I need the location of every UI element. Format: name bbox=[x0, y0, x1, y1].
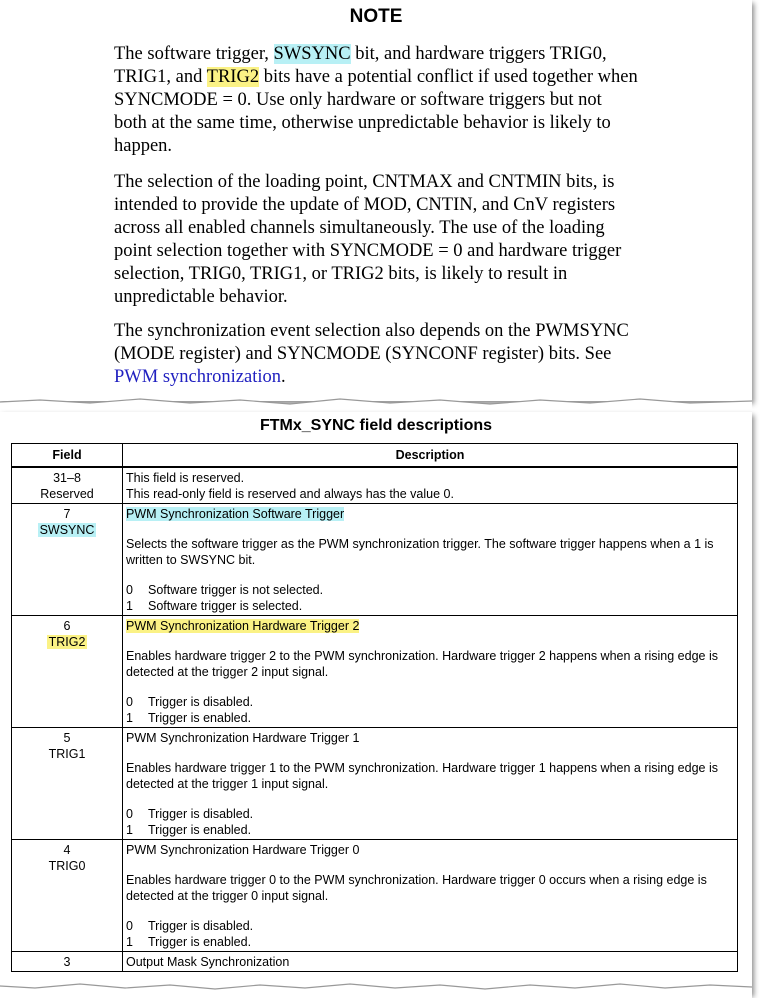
description-cell bbox=[123, 616, 738, 728]
note-p1-text-c: bits have a potential conflict if used together when SYNCMODE = 0. Use only hardware or software triggers but not both at the same time, otherwise unpredictable behavior is likely to happen. bbox=[114, 67, 638, 156]
field-cell bbox=[12, 952, 123, 972]
option-text: Trigger is enabled. bbox=[148, 823, 252, 837]
note-clipping bbox=[0, 0, 752, 401]
description-title: PWM Synchronization Hardware Trigger 0 bbox=[126, 843, 360, 857]
table-clipping bbox=[0, 412, 752, 994]
table-row bbox=[12, 504, 738, 616]
note-paragraph-3 bbox=[114, 320, 639, 389]
option-value: 0 bbox=[126, 807, 133, 821]
field-cell bbox=[12, 616, 123, 728]
field-bits: 3 bbox=[63, 955, 71, 969]
description-text: Enables hardware trigger 1 to the PWM synchronization. Hardware trigger 1 happens when a rising edge is detected at the trigger 1 input signal. bbox=[126, 761, 718, 791]
torn-edge-1 bbox=[0, 392, 762, 414]
field-column-header: Field bbox=[12, 444, 123, 468]
description-cell bbox=[123, 840, 738, 952]
option-value: 0 bbox=[126, 919, 133, 933]
option-value: 1 bbox=[126, 599, 133, 613]
option-row bbox=[126, 918, 734, 934]
description-column-header: Description bbox=[123, 444, 738, 468]
option-row bbox=[126, 598, 734, 614]
option-text: Trigger is enabled. bbox=[148, 711, 252, 725]
description-cell bbox=[123, 952, 738, 972]
description-line: This field is reserved. bbox=[126, 471, 245, 485]
description-text: Enables hardware trigger 0 to the PWM synchronization. Hardware trigger 0 occurs when a rising edge is detected at the trigger 0 input signal. bbox=[126, 873, 707, 903]
description-title: PWM Synchronization Software Trigger bbox=[126, 507, 345, 521]
field-bits: 4 bbox=[63, 843, 71, 857]
option-row bbox=[126, 934, 734, 950]
field-name: Reserved bbox=[40, 487, 94, 501]
option-text: Software trigger is selected. bbox=[148, 599, 303, 613]
field-cell bbox=[12, 728, 123, 840]
trig2-highlight: TRIG2 bbox=[206, 67, 260, 87]
field-descriptions-table bbox=[11, 443, 738, 972]
description-title: PWM Synchronization Hardware Trigger 2 bbox=[126, 619, 360, 633]
table-row bbox=[12, 728, 738, 840]
option-text: Trigger is disabled. bbox=[148, 695, 254, 709]
field-name: SWSYNC bbox=[39, 523, 95, 537]
table-row bbox=[12, 616, 738, 728]
note-p1-text-a: The software trigger, bbox=[114, 44, 274, 64]
description-cell bbox=[123, 504, 738, 616]
option-row bbox=[126, 582, 734, 598]
table-row bbox=[12, 952, 738, 972]
field-name: TRIG2 bbox=[48, 635, 86, 649]
field-name: TRIG0 bbox=[48, 859, 86, 873]
note-p1-text-b: bit, and hardware triggers TRIG0, TRIG1, and bbox=[114, 44, 607, 87]
option-row bbox=[126, 694, 734, 710]
table-row bbox=[12, 467, 738, 504]
option-value: 1 bbox=[126, 935, 133, 949]
option-text: Trigger is enabled. bbox=[148, 935, 252, 949]
option-value: 0 bbox=[126, 695, 133, 709]
description-title: PWM Synchronization Hardware Trigger 1 bbox=[126, 731, 360, 745]
option-text: Software trigger is not selected. bbox=[148, 583, 324, 597]
description-text: Selects the software trigger as the PWM synchronization trigger. The software trigger happens when a 1 is written to SWSYNC bit. bbox=[126, 537, 714, 567]
pwm-synchronization-link[interactable]: PWM synchronization bbox=[114, 367, 281, 387]
option-row bbox=[126, 710, 734, 726]
field-cell bbox=[12, 840, 123, 952]
option-value: 1 bbox=[126, 823, 133, 837]
description-cell bbox=[123, 728, 738, 840]
option-value: 1 bbox=[126, 711, 133, 725]
description-cell bbox=[123, 467, 738, 504]
option-text: Trigger is disabled. bbox=[148, 919, 254, 933]
note-paragraph-2: The selection of the loading point, CNTMAX and CNTMIN bits, is intended to provide the update of MOD, CNTIN, and CnV registers across all enabled channels simultaneously. The use of the loading point selection together with SYNCMODE = 0 and hardware trigger selection, TRIG0, TRIG1, or TRIG2 bits, is likely to result in unpredictable behavior. bbox=[114, 172, 622, 307]
description-line: This read-only field is reserved and always has the value 0. bbox=[126, 487, 454, 501]
note-paragraph-1 bbox=[114, 43, 639, 158]
table-row bbox=[12, 840, 738, 952]
option-row bbox=[126, 806, 734, 822]
field-cell bbox=[12, 467, 123, 504]
field-bits: 7 bbox=[63, 507, 71, 521]
table-header-row bbox=[12, 444, 738, 468]
description-text: Enables hardware trigger 2 to the PWM synchronization. Hardware trigger 2 happens when a rising edge is detected at the trigger 2 input signal. bbox=[126, 649, 718, 679]
field-name: TRIG1 bbox=[48, 747, 86, 761]
swsync-highlight: SWSYNC bbox=[273, 44, 351, 64]
note-title: NOTE bbox=[349, 6, 403, 27]
option-value: 0 bbox=[126, 583, 133, 597]
field-bits: 6 bbox=[63, 619, 71, 633]
field-cell bbox=[12, 504, 123, 616]
note-p3-end: . bbox=[281, 367, 286, 387]
option-text: Trigger is disabled. bbox=[148, 807, 254, 821]
option-row bbox=[126, 822, 734, 838]
description-title: Output Mask Synchronization bbox=[126, 955, 290, 969]
torn-edge-2 bbox=[0, 978, 762, 998]
field-bits: 5 bbox=[63, 731, 71, 745]
table-title: FTMx_SYNC field descriptions bbox=[259, 417, 493, 434]
note-p3-text: The synchronization event selection also depends on the PWMSYNC (MODE register) and SYNCMODE (SYNCONF register) bits. See bbox=[114, 321, 629, 364]
field-bits: 31–8 bbox=[53, 471, 81, 485]
